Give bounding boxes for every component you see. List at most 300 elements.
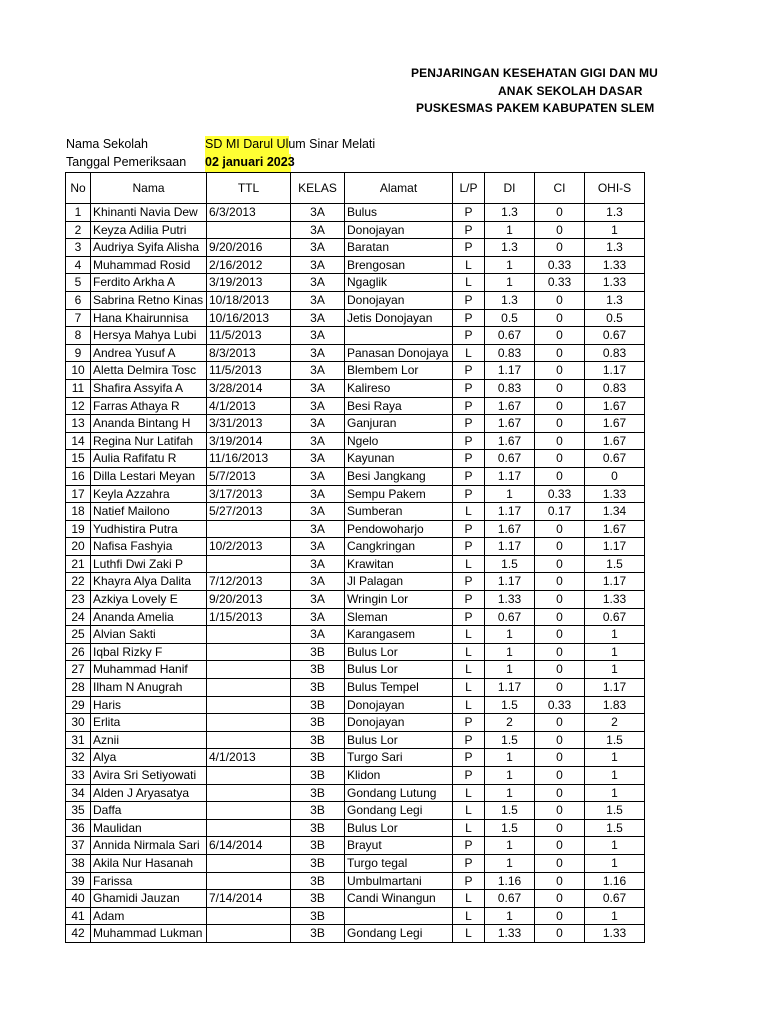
table-row <box>66 309 645 327</box>
cell-ohis: 1.17 <box>585 573 645 591</box>
cell-di: 1 <box>485 643 535 661</box>
cell-alamat: Donojayan <box>345 714 453 732</box>
cell-ttl <box>207 555 291 573</box>
cell-lp: P <box>453 872 485 890</box>
cell-di: 1 <box>485 661 535 679</box>
cell-ci: 0 <box>535 714 585 732</box>
cell-ttl: 9/20/2013 <box>207 591 291 609</box>
table-row <box>66 819 645 837</box>
cell-kelas: 3B <box>291 872 345 890</box>
cell-ci: 0 <box>535 591 585 609</box>
cell-name: Shafira Assyifa A <box>91 379 207 397</box>
cell-di: 1.5 <box>485 555 535 573</box>
cell-alamat: Donojayan <box>345 696 453 714</box>
cell-ttl: 2/16/2012 <box>207 256 291 274</box>
cell-ci: 0 <box>535 362 585 380</box>
cell-no: 11 <box>66 379 91 397</box>
cell-ohis: 1.3 <box>585 291 645 309</box>
cell-ohis: 1.16 <box>585 872 645 890</box>
cell-ci: 0 <box>535 239 585 257</box>
cell-kelas: 3A <box>291 538 345 556</box>
cell-ci: 0 <box>535 784 585 802</box>
cell-kelas: 3A <box>291 239 345 257</box>
cell-lp: P <box>453 854 485 872</box>
cell-kelas: 3B <box>291 802 345 820</box>
cell-no: 13 <box>66 415 91 433</box>
cell-no: 20 <box>66 538 91 556</box>
cell-lp: P <box>453 520 485 538</box>
cell-di: 1.33 <box>485 591 535 609</box>
table-row <box>66 344 645 362</box>
cell-ohis: 1 <box>585 626 645 644</box>
cell-no: 1 <box>66 204 91 222</box>
cell-ttl: 6/3/2013 <box>207 204 291 222</box>
cell-name: Azkiya Lovely E <box>91 591 207 609</box>
cell-no: 41 <box>66 907 91 925</box>
table-row <box>66 679 645 697</box>
cell-ohis: 0.67 <box>585 327 645 345</box>
table-row <box>66 379 645 397</box>
cell-no: 25 <box>66 626 91 644</box>
column-header-no: No <box>66 173 91 204</box>
table-row <box>66 362 645 380</box>
report-title-line2: ANAK SEKOLAH DASAR <box>498 84 643 98</box>
cell-no: 12 <box>66 397 91 415</box>
cell-name: Farissa <box>91 872 207 890</box>
cell-no: 21 <box>66 555 91 573</box>
cell-ttl <box>207 696 291 714</box>
cell-di: 1.17 <box>485 467 535 485</box>
cell-ttl: 5/27/2013 <box>207 503 291 521</box>
cell-lp: P <box>453 239 485 257</box>
cell-lp: L <box>453 274 485 292</box>
cell-ttl: 10/2/2013 <box>207 538 291 556</box>
cell-kelas: 3B <box>291 714 345 732</box>
cell-ci: 0 <box>535 309 585 327</box>
cell-kelas: 3A <box>291 256 345 274</box>
cell-alamat: Gondang Legi <box>345 925 453 943</box>
cell-lp: P <box>453 573 485 591</box>
cell-lp: L <box>453 661 485 679</box>
cell-di: 1 <box>485 485 535 503</box>
cell-kelas: 3A <box>291 591 345 609</box>
cell-no: 31 <box>66 731 91 749</box>
cell-ttl <box>207 907 291 925</box>
cell-ttl <box>207 784 291 802</box>
cell-ci: 0 <box>535 344 585 362</box>
cell-alamat: Jl Palagan <box>345 573 453 591</box>
cell-ci: 0 <box>535 837 585 855</box>
cell-ohis: 1.83 <box>585 696 645 714</box>
table-row <box>66 291 645 309</box>
cell-no: 42 <box>66 925 91 943</box>
cell-lp: L <box>453 890 485 908</box>
report-title-line1: PENJARINGAN KESEHATAN GIGI DAN MU <box>411 66 658 80</box>
cell-ohis: 0.67 <box>585 890 645 908</box>
cell-lp: P <box>453 467 485 485</box>
cell-ohis: 1 <box>585 643 645 661</box>
cell-ohis: 0 <box>585 467 645 485</box>
cell-name: Keyza Adilia Putri <box>91 221 207 239</box>
cell-di: 1.67 <box>485 520 535 538</box>
cell-ohis: 1.33 <box>585 485 645 503</box>
cell-ttl: 10/16/2013 <box>207 309 291 327</box>
column-header-ci: CI <box>535 173 585 204</box>
cell-ttl: 3/17/2013 <box>207 485 291 503</box>
cell-alamat: Brayut <box>345 837 453 855</box>
cell-name: Muhammad Hanif <box>91 661 207 679</box>
cell-ttl: 11/5/2013 <box>207 327 291 345</box>
cell-no: 38 <box>66 854 91 872</box>
cell-alamat: Jetis Donojayan <box>345 309 453 327</box>
cell-alamat: Turgo Sari <box>345 749 453 767</box>
cell-ohis: 1.33 <box>585 591 645 609</box>
cell-no: 34 <box>66 784 91 802</box>
cell-no: 33 <box>66 767 91 785</box>
cell-no: 15 <box>66 450 91 468</box>
cell-ttl <box>207 643 291 661</box>
cell-di: 1 <box>485 837 535 855</box>
table-row <box>66 854 645 872</box>
cell-di: 1.5 <box>485 696 535 714</box>
cell-lp: P <box>453 485 485 503</box>
cell-ohis: 1.5 <box>585 819 645 837</box>
cell-ci: 0 <box>535 573 585 591</box>
cell-no: 22 <box>66 573 91 591</box>
cell-name: Iqbal Rizky F <box>91 643 207 661</box>
cell-ci: 0 <box>535 379 585 397</box>
cell-kelas: 3B <box>291 767 345 785</box>
cell-no: 23 <box>66 591 91 609</box>
cell-ohis: 1 <box>585 907 645 925</box>
table-row <box>66 714 645 732</box>
cell-name: Ferdito Arkha A <box>91 274 207 292</box>
table-row <box>66 503 645 521</box>
cell-lp: L <box>453 503 485 521</box>
cell-name: Adam <box>91 907 207 925</box>
cell-ci: 0 <box>535 767 585 785</box>
cell-ci: 0 <box>535 802 585 820</box>
cell-di: 1.33 <box>485 925 535 943</box>
cell-lp: L <box>453 555 485 573</box>
cell-alamat: Bulus <box>345 204 453 222</box>
cell-ohis: 1.5 <box>585 731 645 749</box>
cell-name: Dilla Lestari Meyan <box>91 467 207 485</box>
table-row <box>66 415 645 433</box>
cell-name: Ananda Bintang H <box>91 415 207 433</box>
cell-kelas: 3B <box>291 837 345 855</box>
cell-ttl: 6/14/2014 <box>207 837 291 855</box>
table-row <box>66 591 645 609</box>
cell-ci: 0.33 <box>535 274 585 292</box>
cell-ttl <box>207 819 291 837</box>
table-header-row <box>66 173 645 204</box>
cell-di: 1.5 <box>485 802 535 820</box>
cell-kelas: 3B <box>291 679 345 697</box>
cell-ttl <box>207 679 291 697</box>
cell-di: 1.17 <box>485 679 535 697</box>
cell-no: 7 <box>66 309 91 327</box>
cell-ci: 0 <box>535 731 585 749</box>
column-header-ttl: TTL <box>207 173 291 204</box>
cell-kelas: 3A <box>291 204 345 222</box>
cell-alamat: Donojayan <box>345 291 453 309</box>
cell-lp: P <box>453 714 485 732</box>
cell-ttl: 3/19/2013 <box>207 274 291 292</box>
table-row <box>66 520 645 538</box>
cell-ci: 0 <box>535 538 585 556</box>
table-row <box>66 643 645 661</box>
cell-ci: 0 <box>535 907 585 925</box>
cell-ttl <box>207 731 291 749</box>
cell-di: 0.67 <box>485 450 535 468</box>
cell-kelas: 3A <box>291 397 345 415</box>
cell-ohis: 1.17 <box>585 362 645 380</box>
cell-ttl <box>207 872 291 890</box>
cell-lp: P <box>453 591 485 609</box>
cell-name: Aulia Rafifatu R <box>91 450 207 468</box>
table-row <box>66 872 645 890</box>
cell-ttl <box>207 854 291 872</box>
cell-no: 3 <box>66 239 91 257</box>
cell-ttl: 11/16/2013 <box>207 450 291 468</box>
cell-kelas: 3A <box>291 485 345 503</box>
cell-lp: L <box>453 696 485 714</box>
cell-ttl: 8/3/2013 <box>207 344 291 362</box>
column-header-alamat: Alamat <box>345 173 453 204</box>
cell-no: 39 <box>66 872 91 890</box>
table-row <box>66 907 645 925</box>
cell-no: 18 <box>66 503 91 521</box>
cell-kelas: 3B <box>291 661 345 679</box>
cell-ci: 0 <box>535 608 585 626</box>
table-row <box>66 784 645 802</box>
table-row <box>66 450 645 468</box>
cell-di: 0.83 <box>485 379 535 397</box>
cell-kelas: 3A <box>291 309 345 327</box>
table-row <box>66 608 645 626</box>
cell-ohis: 1.33 <box>585 925 645 943</box>
cell-ttl: 11/5/2013 <box>207 362 291 380</box>
cell-ci: 0 <box>535 925 585 943</box>
cell-no: 19 <box>66 520 91 538</box>
cell-kelas: 3B <box>291 925 345 943</box>
table-row <box>66 274 645 292</box>
cell-lp: P <box>453 309 485 327</box>
cell-kelas: 3A <box>291 573 345 591</box>
cell-name: Maulidan <box>91 819 207 837</box>
cell-name: Aznii <box>91 731 207 749</box>
column-header-di: DI <box>485 173 535 204</box>
cell-no: 17 <box>66 485 91 503</box>
cell-lp: P <box>453 538 485 556</box>
cell-ttl <box>207 626 291 644</box>
cell-name: Andrea Yusuf A <box>91 344 207 362</box>
cell-alamat: Ngelo <box>345 432 453 450</box>
cell-name: Keyla Azzahra <box>91 485 207 503</box>
cell-no: 2 <box>66 221 91 239</box>
cell-no: 14 <box>66 432 91 450</box>
cell-lp: L <box>453 679 485 697</box>
cell-ttl <box>207 661 291 679</box>
cell-di: 1.67 <box>485 432 535 450</box>
cell-ttl <box>207 802 291 820</box>
table-row <box>66 397 645 415</box>
cell-ci: 0.33 <box>535 256 585 274</box>
table-row <box>66 327 645 345</box>
cell-alamat: Ngaglik <box>345 274 453 292</box>
cell-ttl: 3/19/2014 <box>207 432 291 450</box>
cell-name: Annida Nirmala Sari <box>91 837 207 855</box>
cell-ci: 0 <box>535 749 585 767</box>
cell-kelas: 3A <box>291 415 345 433</box>
cell-kelas: 3A <box>291 503 345 521</box>
cell-kelas: 3B <box>291 696 345 714</box>
cell-name: Nafisa Fashyia <box>91 538 207 556</box>
cell-lp: L <box>453 784 485 802</box>
cell-kelas: 3A <box>291 221 345 239</box>
cell-alamat: Turgo tegal <box>345 854 453 872</box>
cell-name: Yudhistira Putra <box>91 520 207 538</box>
cell-name: Alya <box>91 749 207 767</box>
cell-ohis: 0.83 <box>585 379 645 397</box>
cell-lp: P <box>453 204 485 222</box>
cell-lp: P <box>453 837 485 855</box>
cell-di: 1.5 <box>485 731 535 749</box>
cell-kelas: 3A <box>291 608 345 626</box>
cell-di: 1 <box>485 256 535 274</box>
cell-no: 28 <box>66 679 91 697</box>
cell-lp: P <box>453 362 485 380</box>
cell-ohis: 1 <box>585 749 645 767</box>
cell-ohis: 1.17 <box>585 679 645 697</box>
cell-ci: 0 <box>535 819 585 837</box>
cell-kelas: 3A <box>291 520 345 538</box>
cell-di: 0.5 <box>485 309 535 327</box>
cell-kelas: 3A <box>291 555 345 573</box>
cell-ci: 0 <box>535 221 585 239</box>
cell-name: Khinanti Navia Dew <box>91 204 207 222</box>
cell-kelas: 3B <box>291 907 345 925</box>
table-row <box>66 890 645 908</box>
cell-alamat: Kayunan <box>345 450 453 468</box>
cell-ohis: 1.3 <box>585 204 645 222</box>
cell-alamat: Besi Jangkang <box>345 467 453 485</box>
cell-name: Alden J Aryasatya <box>91 784 207 802</box>
cell-name: Ghamidi Jauzan <box>91 890 207 908</box>
cell-lp: L <box>453 819 485 837</box>
cell-name: Sabrina Retno Kinas <box>91 291 207 309</box>
cell-ohis: 1.67 <box>585 397 645 415</box>
cell-alamat: Krawitan <box>345 555 453 573</box>
cell-lp: P <box>453 291 485 309</box>
cell-alamat: Karangasem <box>345 626 453 644</box>
cell-di: 1.5 <box>485 819 535 837</box>
cell-ttl: 3/28/2014 <box>207 379 291 397</box>
cell-ttl <box>207 714 291 732</box>
cell-no: 40 <box>66 890 91 908</box>
cell-ci: 0 <box>535 520 585 538</box>
cell-ohis: 0.83 <box>585 344 645 362</box>
cell-di: 1 <box>485 626 535 644</box>
cell-ohis: 1.5 <box>585 555 645 573</box>
cell-lp: P <box>453 221 485 239</box>
cell-kelas: 3A <box>291 362 345 380</box>
cell-no: 24 <box>66 608 91 626</box>
cell-no: 26 <box>66 643 91 661</box>
cell-lp: P <box>453 432 485 450</box>
cell-alamat: Sumberan <box>345 503 453 521</box>
cell-kelas: 3B <box>291 890 345 908</box>
cell-ci: 0 <box>535 291 585 309</box>
cell-kelas: 3A <box>291 450 345 468</box>
cell-di: 1 <box>485 784 535 802</box>
cell-ttl <box>207 520 291 538</box>
cell-di: 1.17 <box>485 503 535 521</box>
cell-lp: P <box>453 767 485 785</box>
cell-di: 1.3 <box>485 204 535 222</box>
cell-lp: P <box>453 731 485 749</box>
cell-ohis: 0.67 <box>585 450 645 468</box>
table-row <box>66 467 645 485</box>
school-name-label: Nama Sekolah <box>66 137 148 151</box>
cell-no: 8 <box>66 327 91 345</box>
report-title-line3: PUSKESMAS PAKEM KABUPATEN SLEM <box>416 101 655 115</box>
cell-no: 10 <box>66 362 91 380</box>
cell-kelas: 3B <box>291 819 345 837</box>
table-row <box>66 696 645 714</box>
cell-no: 5 <box>66 274 91 292</box>
cell-name: Hersya Mahya Lubi <box>91 327 207 345</box>
cell-ohis: 1.33 <box>585 256 645 274</box>
table-body <box>66 204 645 943</box>
cell-ohis: 1 <box>585 854 645 872</box>
cell-ci: 0 <box>535 661 585 679</box>
cell-ttl: 4/1/2013 <box>207 749 291 767</box>
cell-ohis: 1 <box>585 837 645 855</box>
cell-ohis: 1.3 <box>585 239 645 257</box>
cell-ttl: 9/20/2016 <box>207 239 291 257</box>
cell-ci: 0 <box>535 890 585 908</box>
cell-name: Alvian Sakti <box>91 626 207 644</box>
table-row <box>66 749 645 767</box>
table-row <box>66 239 645 257</box>
cell-name: Hana Khairunnisa <box>91 309 207 327</box>
cell-kelas: 3A <box>291 379 345 397</box>
cell-no: 37 <box>66 837 91 855</box>
screening-table <box>65 172 645 943</box>
cell-ci: 0 <box>535 679 585 697</box>
cell-name: Ananda Amelia <box>91 608 207 626</box>
cell-kelas: 3A <box>291 274 345 292</box>
cell-name: Haris <box>91 696 207 714</box>
cell-name: Luthfi Dwi Zaki P <box>91 555 207 573</box>
table-row <box>66 573 645 591</box>
cell-ci: 0 <box>535 555 585 573</box>
cell-alamat: Baratan <box>345 239 453 257</box>
cell-di: 1.67 <box>485 397 535 415</box>
cell-alamat: Cangkringan <box>345 538 453 556</box>
table-row <box>66 731 645 749</box>
cell-no: 29 <box>66 696 91 714</box>
cell-ci: 0 <box>535 415 585 433</box>
cell-lp: P <box>453 749 485 767</box>
cell-name: Erlita <box>91 714 207 732</box>
cell-ttl <box>207 925 291 943</box>
table-row <box>66 204 645 222</box>
cell-alamat: Bulus Lor <box>345 661 453 679</box>
cell-alamat <box>345 907 453 925</box>
